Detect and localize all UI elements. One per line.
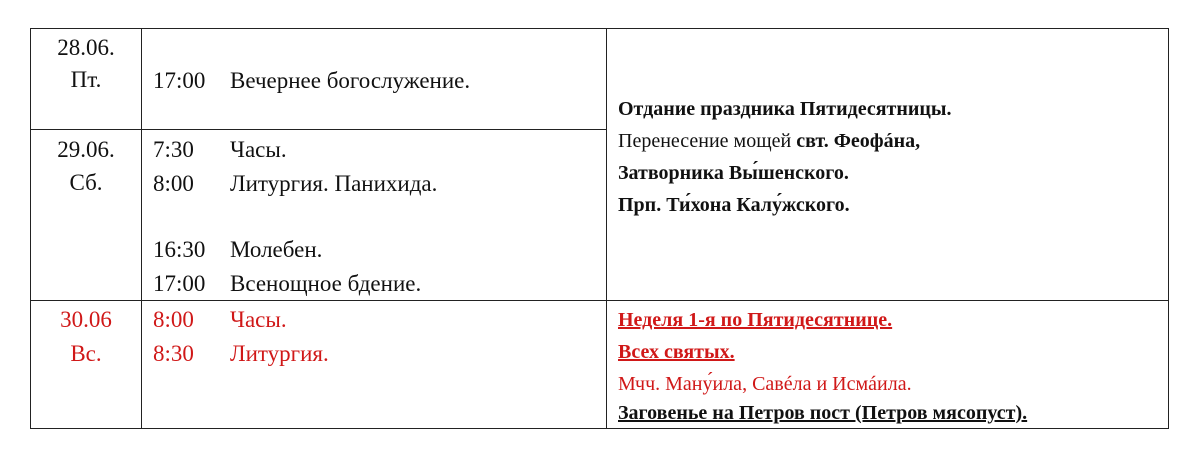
service-name: Часы. [230, 307, 287, 332]
service-name: Литургия. [230, 341, 329, 366]
service-time: 16:30 [153, 237, 206, 262]
feast-line [618, 128, 920, 154]
feast-line: Затворника Вы́шенского. [618, 162, 849, 184]
date-cell: 29.06. [57, 137, 115, 162]
weekday-cell: Пт. [70, 67, 102, 92]
service-name: Вечернее богослужение. [230, 68, 471, 93]
column-divider-2 [606, 28, 607, 429]
service-name: Всенощное бдение. [230, 271, 422, 296]
service-time: 8:00 [153, 171, 194, 196]
feast-line: Всех святых. [618, 341, 735, 363]
service-time: 7:30 [153, 137, 194, 162]
feast-line: Прп. Ти́хона Калу́жского. [618, 194, 850, 216]
column-divider-1 [141, 28, 142, 429]
row-divider-2 [30, 300, 1169, 301]
date-cell: 30.06 [60, 307, 112, 332]
service-name: Литургия. Панихида. [230, 171, 438, 196]
table-border-bottom [30, 428, 1169, 429]
service-time: 17:00 [153, 271, 206, 296]
service-time: 17:00 [153, 68, 206, 93]
table-border-right [1168, 28, 1169, 429]
service-name: Молебен. [230, 237, 323, 262]
service-time: 8:30 [153, 341, 194, 366]
weekday-cell: Сб. [69, 170, 103, 195]
feast-title: Неделя 1-я по Пятидесятнице. [618, 309, 893, 331]
feast-line-plain: Перенесение мощей [618, 130, 797, 152]
row-divider-1 [30, 129, 607, 130]
feast-title: Отдание праздника Пятидесятницы. [618, 98, 952, 120]
feast-line: Заговенье на Петров пост (Петров мясопуст). [618, 402, 1028, 424]
service-name: Часы. [230, 137, 287, 162]
service-time: 8:00 [153, 307, 194, 332]
feast-line: Мчч. Ману́ила, Савéла и Исмáила. [618, 373, 912, 395]
feast-line-bold: свт. Феофáна, [796, 130, 921, 152]
table-border-top [30, 28, 1169, 29]
weekday-cell: Вс. [70, 341, 102, 366]
date-cell: 28.06. [57, 35, 115, 60]
